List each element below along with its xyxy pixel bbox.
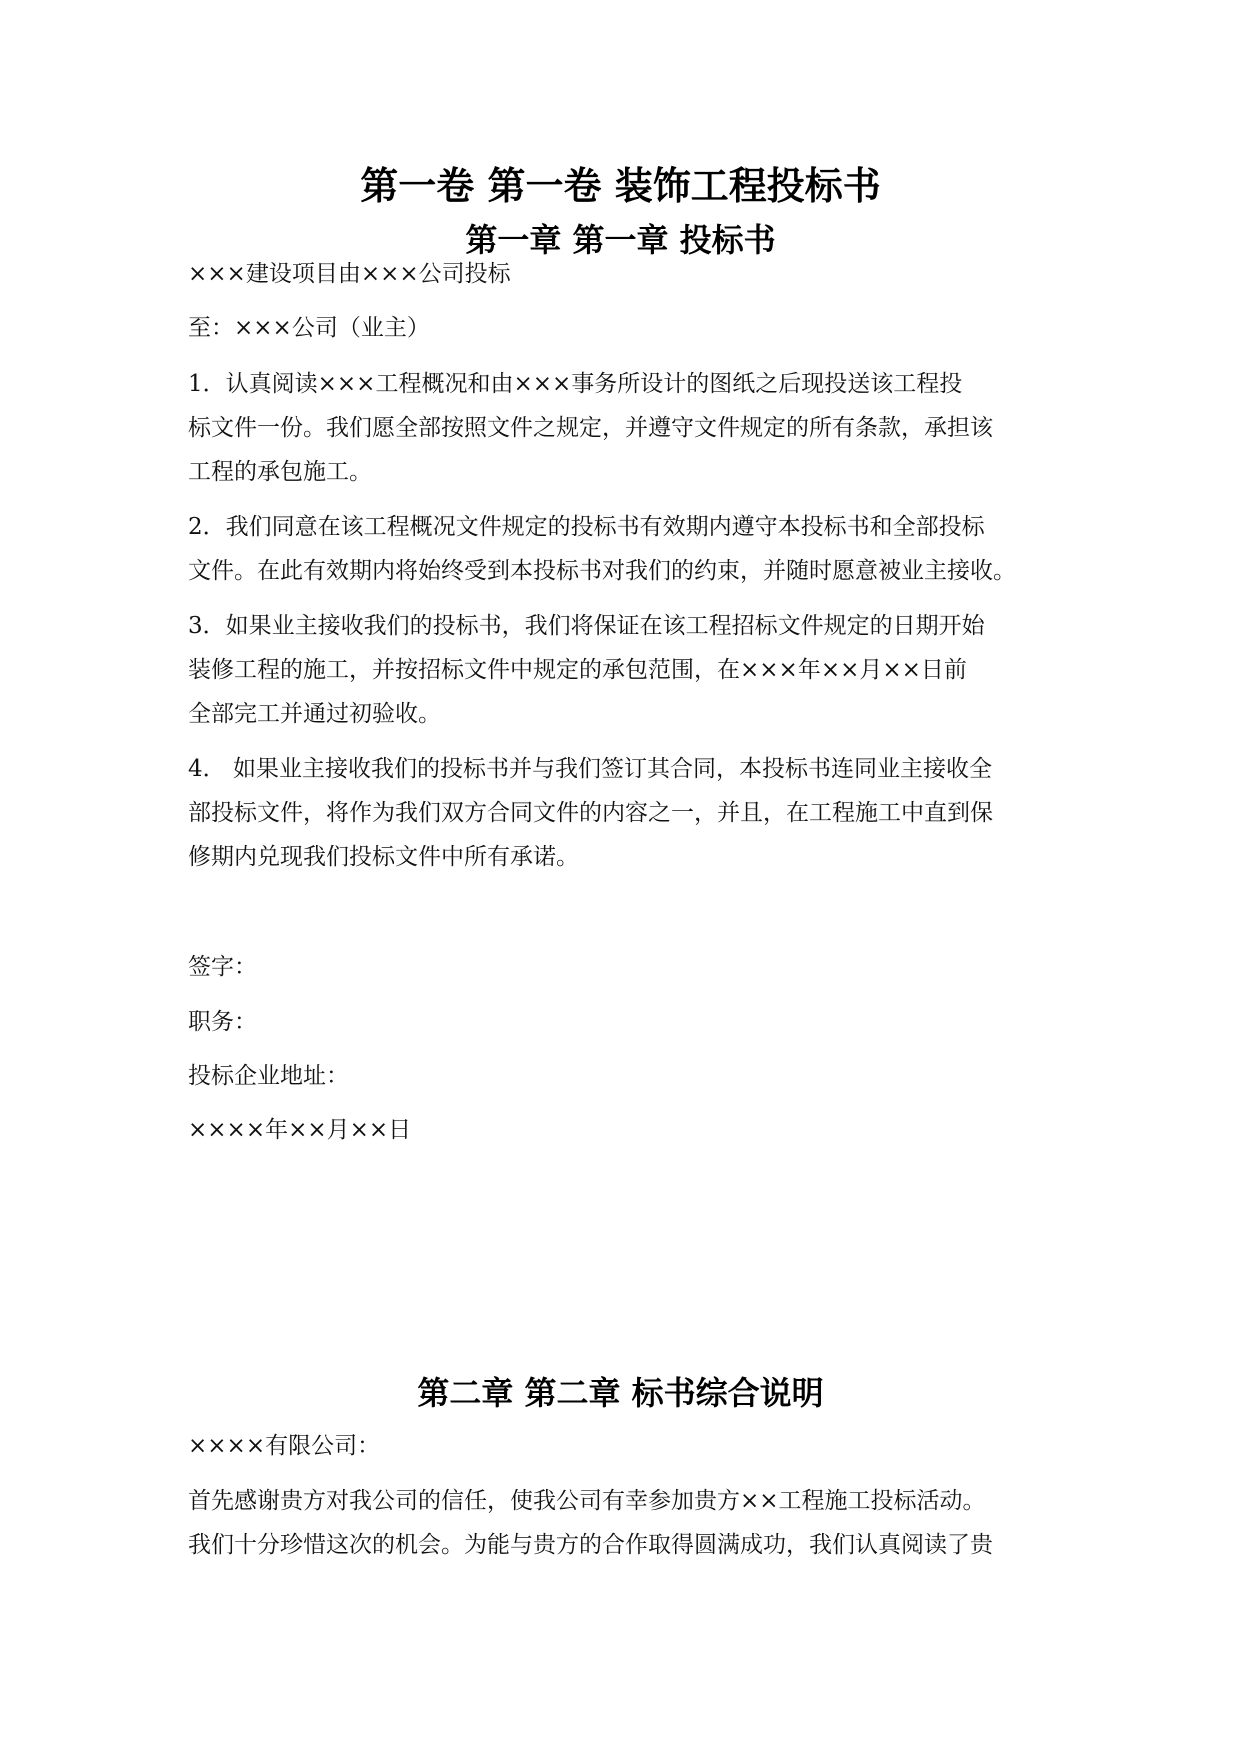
paragraph-2-line: 文件。在此有效期内将始终受到本投标书对我们的约束，并随时愿意被业主接收。 [188, 558, 1016, 584]
paragraph-4-line: 修期内兑现我们投标文件中所有承诺。 [188, 844, 579, 870]
signature-label: 签字： [188, 954, 257, 980]
date-line: ××××年××月××日 [188, 1117, 412, 1143]
paragraph-3-line: 装修工程的施工，并按招标文件中规定的承包范围，在×××年××月××日前 [188, 657, 967, 683]
paragraph-4-line: 部投标文件，将作为我们双方合同文件的内容之一，并且，在工程施工中直到保 [188, 800, 993, 826]
paragraph-1-line: 标文件一份。我们愿全部按照文件之规定，并遵守文件规定的所有条款，承担该 [188, 415, 993, 441]
volume-title: 第一卷 第一卷 装饰工程投标书 [360, 164, 881, 208]
subject-line: ×××建设项目由×××公司投标 [188, 261, 511, 287]
address-label: 投标企业地址： [188, 1063, 349, 1089]
chapter2-paragraph-line: 我们十分珍惜这次的机会。为能与贵方的合作取得圆满成功，我们认真阅读了贵 [188, 1532, 993, 1558]
paragraph-4-line: 4． 如果业主接收我们的投标书并与我们签订其合同，本投标书连同业主接收全 [188, 756, 992, 782]
addressee-line: 至：×××公司（业主） [188, 315, 430, 341]
chapter2-addressee: ××××有限公司： [188, 1433, 381, 1459]
paragraph-3-line: 3．如果业主接收我们的投标书，我们将保证在该工程招标文件规定的日期开始 [188, 613, 985, 639]
paragraph-1-line: 1．认真阅读×××工程概况和由×××事务所设计的图纸之后现投送该工程投 [188, 371, 963, 397]
chapter2-paragraph-line: 首先感谢贵方对我公司的信任，使我公司有幸参加贵方××工程施工投标活动。 [188, 1488, 986, 1514]
paragraph-2-line: 2．我们同意在该工程概况文件规定的投标书有效期内遵守本投标书和全部投标 [188, 514, 985, 540]
position-label: 职务： [188, 1009, 257, 1035]
chapter1-title: 第一章 第一章 投标书 [465, 221, 776, 259]
paragraph-3-line: 全部完工并通过初验收。 [188, 701, 441, 727]
chapter2-title: 第二章 第二章 标书综合说明 [417, 1374, 824, 1412]
paragraph-1-line: 工程的承包施工。 [188, 459, 372, 485]
